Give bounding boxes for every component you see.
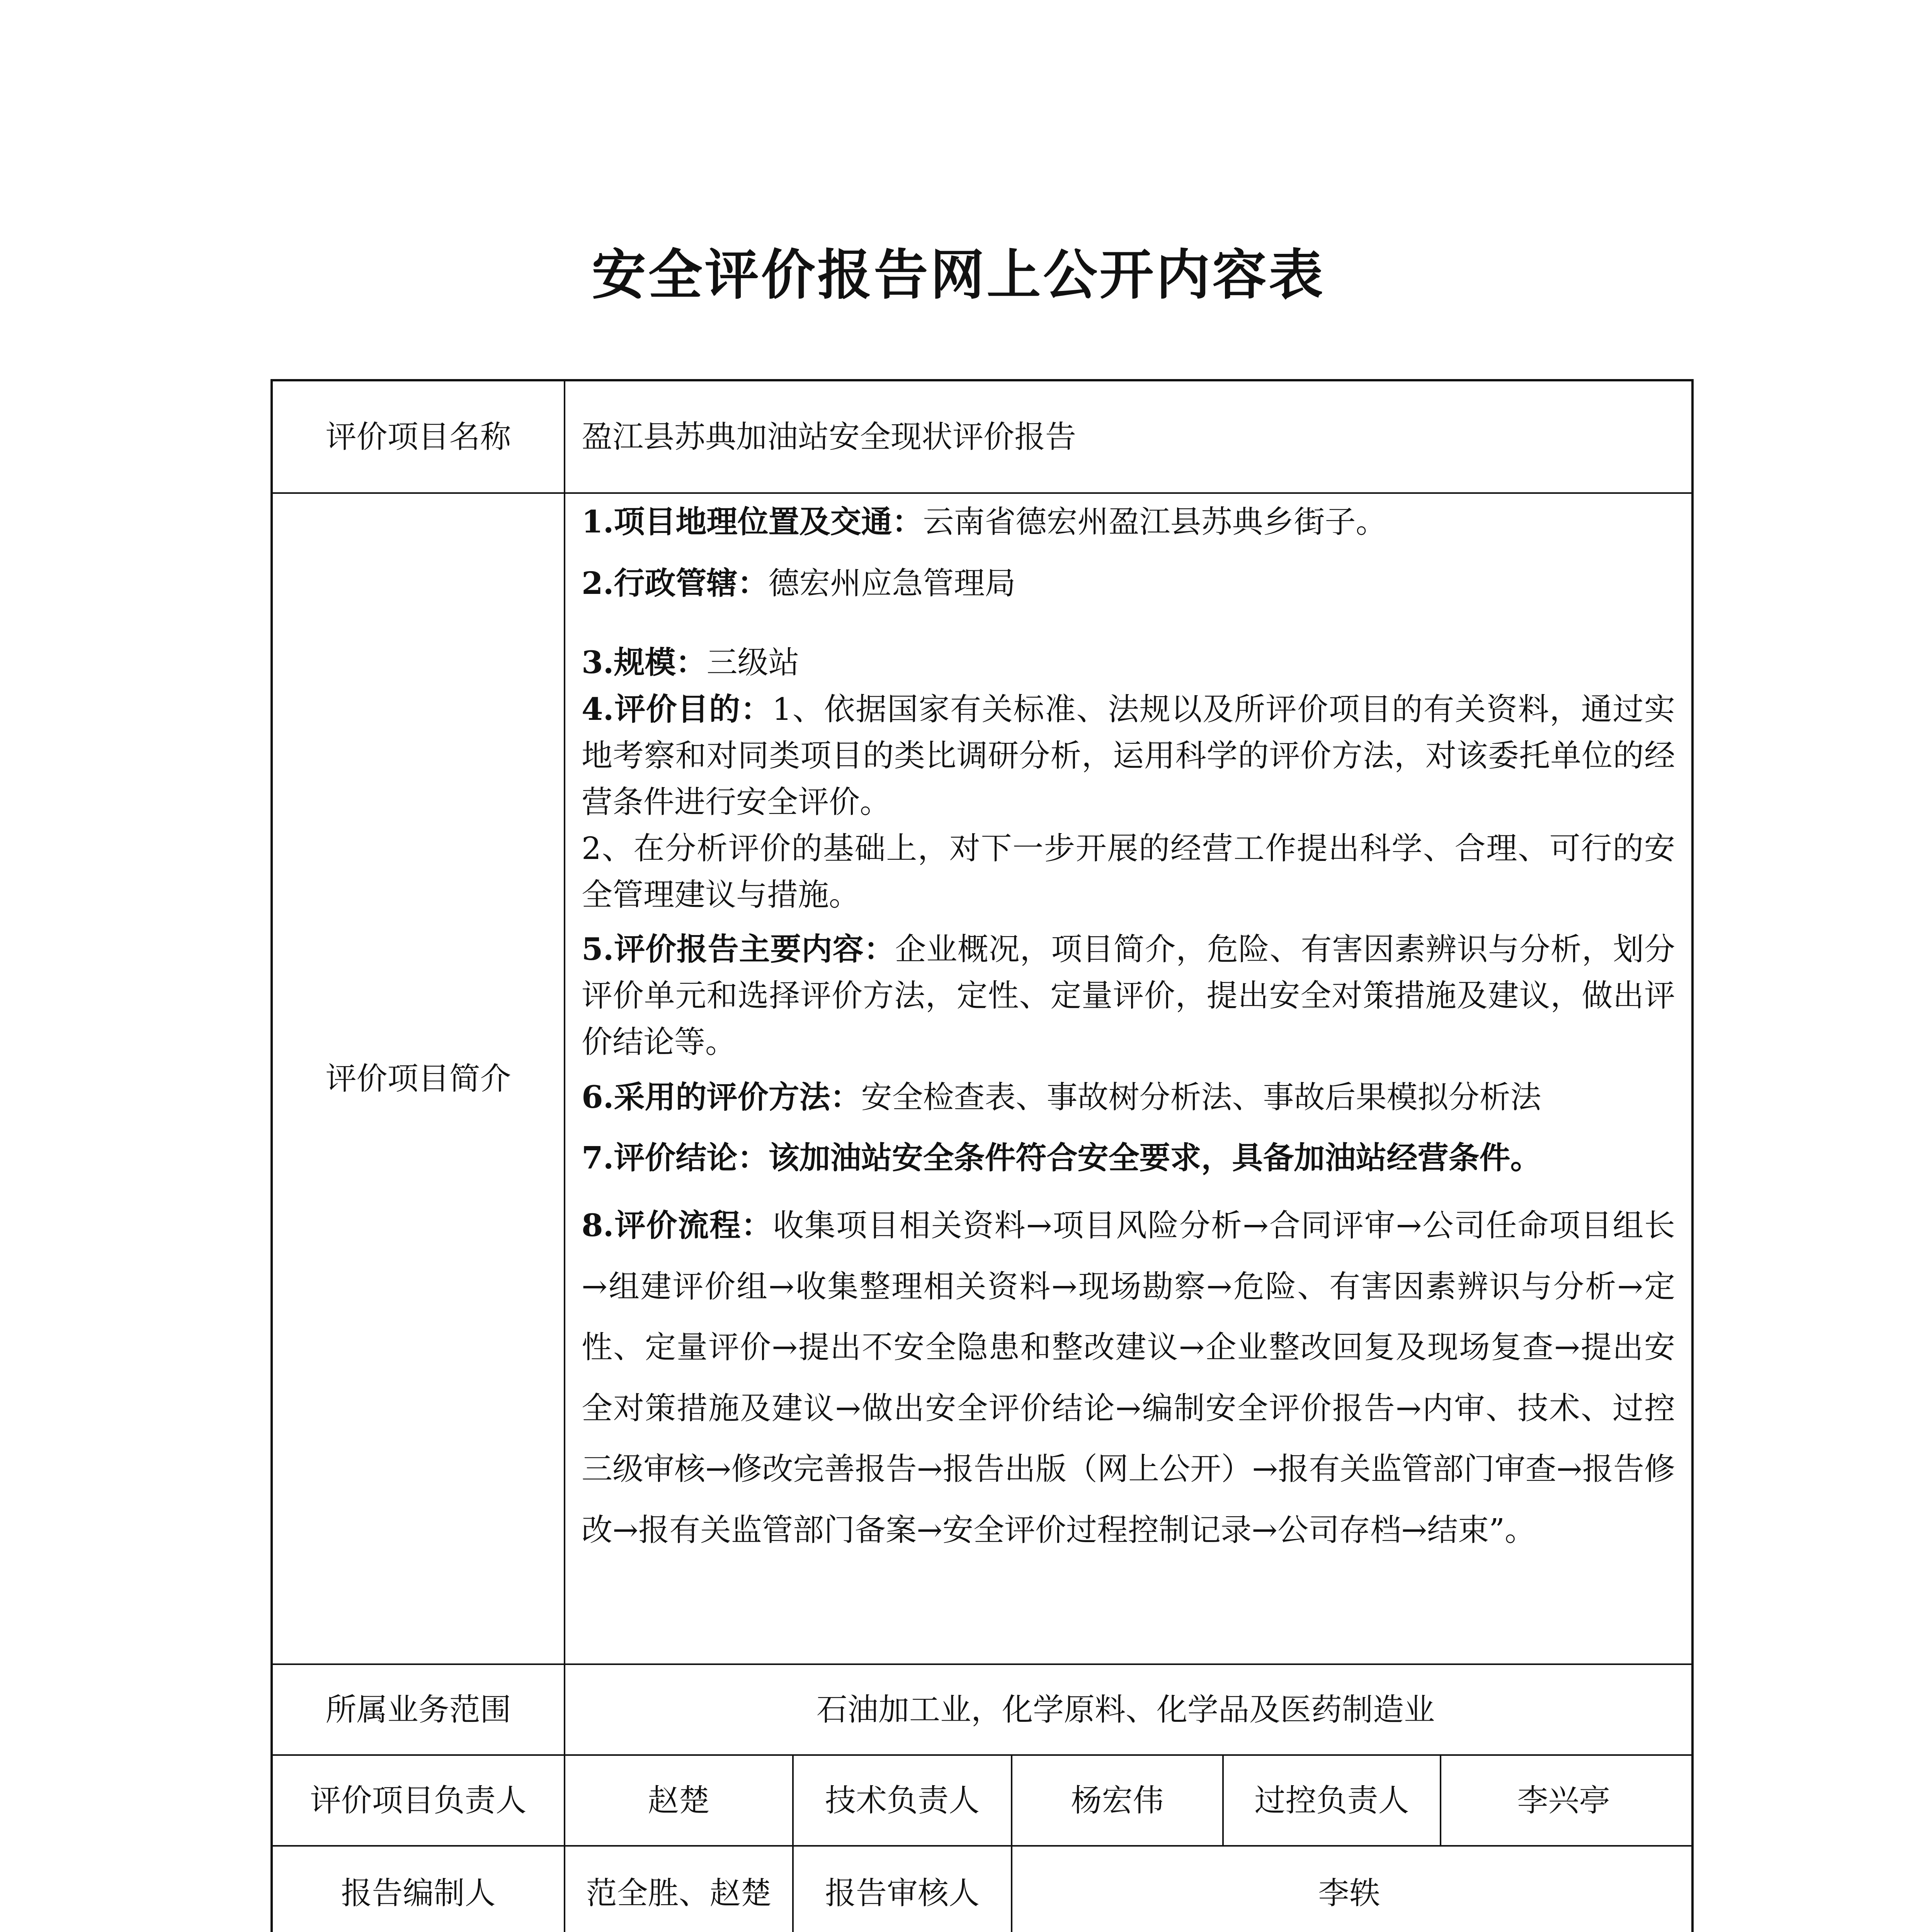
intro-item4-text2: 2、在分析评价的基础上，对下一步开展的经营工作提出科学、合理、可行的安全管理建议与措施。 (582, 830, 1675, 913)
intro-item3-text: 三级站 (706, 645, 799, 680)
reviewer-value: 李轶 (1318, 1875, 1380, 1911)
intro-item6-text: 安全检查表、事故树分析法、事故后果模拟分析法 (861, 1079, 1541, 1115)
intro-label: 评价项目简介 (325, 1060, 511, 1097)
intro-item8-text: 收集项目相关资料→项目风险分析→合同评审→公司任命项目组长→组建评价组→收集整理相关资料→现场勘察→危险、有害因素辨识与分析→定性、定量评价→提出不安全隐患和整改建议→企业整改回复及现场复查→提出安全对策措施及建议→做出安全评价结论→编制安全评价报告→内审、技术、过控三级审核→修改完善报告→报告出版（网上公开）→报有关监管部门审查→报告修改→报有关监管部门备案→安全评价过程控制记录→公司存档→结束”。 (582, 1208, 1675, 1548)
intro-item1-text: 云南省德宏州盈江县苏典乡街子。 (923, 504, 1387, 540)
intro-item2-text: 德宏州应急管理局 (768, 565, 1016, 601)
project-name-value: 盈江县苏典加油站安全现状评价报告 (582, 418, 1076, 455)
intro-item7-text: 该加油站安全条件符合安全要求，具备加油站经营条件。 (768, 1139, 1541, 1176)
process-control-label: 过控负责人 (1254, 1782, 1409, 1818)
intro-item8-title: 8.评价流程： (582, 1207, 773, 1243)
process-control-value: 李兴亭 (1517, 1782, 1610, 1818)
intro-item6-title: 6.采用的评价方法： (582, 1079, 861, 1115)
tech-lead-value: 杨宏伟 (1071, 1782, 1164, 1818)
intro-item3-title: 3.规模： (582, 644, 707, 680)
responsible-value: 赵楚 (648, 1782, 710, 1818)
project-intro (582, 498, 1675, 1561)
intro-item4-title: 4.评价目的： (582, 691, 772, 727)
intro-item4-text: 1、依据国家有关标准、法规以及所评价项目的有关资料，通过实地考察和对同类项目的类比调研分析，运用科学的评价方法，对该委托单位的经营条件进行安全评价。 (582, 691, 1675, 820)
intro-item7-title: 7.评价结论： (582, 1139, 769, 1176)
reviewer-label: 报告审核人 (825, 1875, 980, 1911)
page-title: 安全评价报告网上公开内容表 (592, 244, 1325, 307)
business-value: 石油加工业，化学原料、化学品及医药制造业 (816, 1691, 1435, 1728)
compiler-value: 范全胜、赵楚 (586, 1875, 772, 1911)
intro-item5-title: 5.评价报告主要内容： (582, 931, 895, 967)
intro-item2-title: 2.行政管辖： (582, 565, 769, 601)
responsible-label: 评价项目负责人 (310, 1782, 527, 1818)
tech-lead-label: 技术负责人 (825, 1782, 980, 1818)
project-name-label: 评价项目名称 (325, 418, 511, 455)
intro-item5-text: 企业概况，项目简介，危险、有害因素辨识与分析，划分评价单元和选择评价方法，定性、定量评价，提出安全对策措施及建议，做出评价结论等。 (582, 931, 1675, 1060)
intro-item1-title: 1.项目地理位置及交通： (582, 503, 923, 540)
business-label: 所属业务范围 (325, 1691, 511, 1728)
compiler-label: 报告编制人 (341, 1875, 496, 1911)
